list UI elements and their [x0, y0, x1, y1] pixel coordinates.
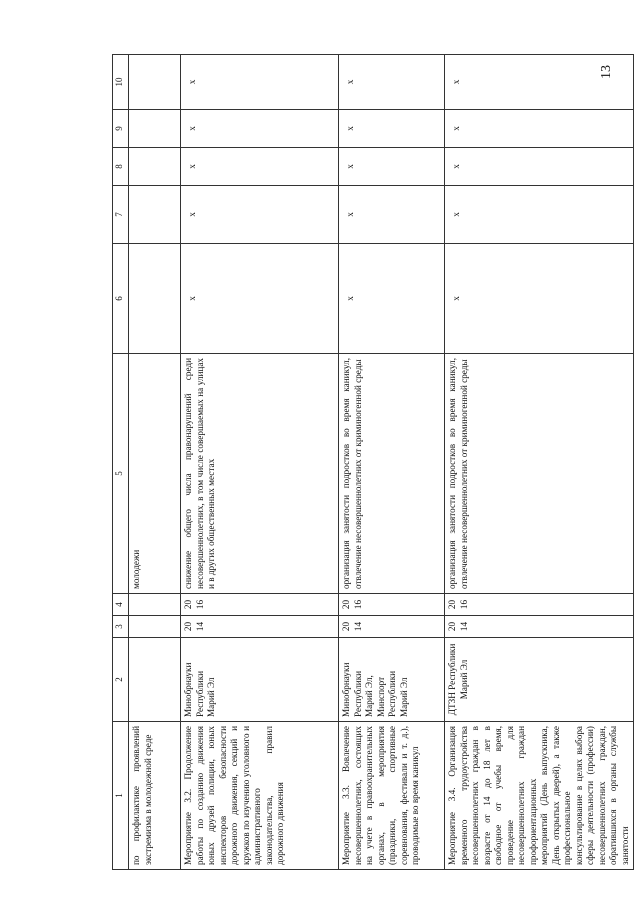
measure-start: 2014 — [445, 616, 634, 638]
page-number: 13 — [599, 65, 614, 79]
column-header: 3 — [113, 616, 129, 638]
cell-mark: x — [181, 244, 339, 354]
cell-mark: x — [181, 55, 339, 110]
column-header: 10 — [113, 55, 129, 110]
cell-mark: x — [339, 110, 445, 148]
measure-end: 2016 — [339, 594, 445, 616]
measure-end: 2016 — [181, 594, 339, 616]
measure-start: 2014 — [339, 616, 445, 638]
cell-mark: x — [445, 186, 634, 244]
cell-mark: x — [181, 186, 339, 244]
cell-mark: x — [181, 110, 339, 148]
program-table — [112, 54, 634, 870]
column-header: 4 — [113, 594, 129, 616]
measure-executor: Минобрнауки Республики Марий Эл, Минспорт Республики Марий Эл — [339, 638, 445, 722]
cell-mark: x — [339, 186, 445, 244]
column-header: 7 — [113, 186, 129, 244]
rotated-table-frame — [112, 55, 630, 870]
column-header: 1 — [113, 722, 129, 870]
measure-start: 2014 — [181, 616, 339, 638]
table-row — [339, 55, 445, 870]
intro-result: молодежи — [129, 354, 181, 594]
cell-mark: x — [445, 244, 634, 354]
measure-executor: ДТЗН Республики Марий Эл — [445, 638, 634, 722]
cell-mark: x — [339, 55, 445, 110]
column-header: 2 — [113, 638, 129, 722]
cell-mark: x — [445, 55, 634, 110]
measure-end: 2016 — [445, 594, 634, 616]
measure-result: организация занятости подростков во время каникул, отвлечение несовершеннолетних от криминогенной среды — [445, 354, 634, 594]
intro-text: по профилактике проявлений экстремизма в молодежной среде — [129, 722, 181, 870]
table-row — [445, 55, 634, 870]
measure-title: Мероприятие 3.2. Продолжение работы по созданию движения юных друзей полиции, юных инспекторов безопасности дорожного движения, секций и кружков по изучению уголовного и административного законодательства, правил дорожного движения — [181, 722, 339, 870]
cell-mark: x — [445, 148, 634, 186]
measure-result: организация занятости подростков во время каникул, отвлечение несовершеннолетних от криминогенной среды — [339, 354, 445, 594]
table-row — [181, 55, 339, 870]
rotated-table — [112, 55, 630, 870]
measure-result: снижение общего числа правонарушений среди несовершеннолетних, в том числе совершаемых на улицах и в других общественных местах — [181, 354, 339, 594]
cell-mark: x — [339, 244, 445, 354]
cell-mark: x — [339, 148, 445, 186]
measure-executor: Минобрнауки Республики Марий Эл — [181, 638, 339, 722]
column-header: 6 — [113, 244, 129, 354]
cell-mark: x — [181, 148, 339, 186]
header-row — [113, 55, 129, 870]
column-header: 8 — [113, 148, 129, 186]
column-header: 5 — [113, 354, 129, 594]
measure-title: Мероприятие 3.3. Вовлечение несовершеннолетних, состоящих на учете в правоохранительных органах, в мероприятия (праздники, спортивные соревнования, фестивали и т. д.), проводимые во время каникул — [339, 722, 445, 870]
cell-mark: x — [445, 110, 634, 148]
continuation-row — [129, 55, 181, 870]
measure-title: Мероприятие 3.4. Организация временного трудоустройства несовершеннолетних граждан в возрасте от 14 до 18 лет в свободное от учебы время, проведение для несовершеннолетних граждан профориентационных мероприятий (День выпускника, День открытых дверей), а также профессиональное консультирование в целях выбора сферы деятельности (профессии) несовершеннолетних граждан, обратившихся в органы службы занятости — [445, 722, 634, 870]
column-header: 9 — [113, 110, 129, 148]
